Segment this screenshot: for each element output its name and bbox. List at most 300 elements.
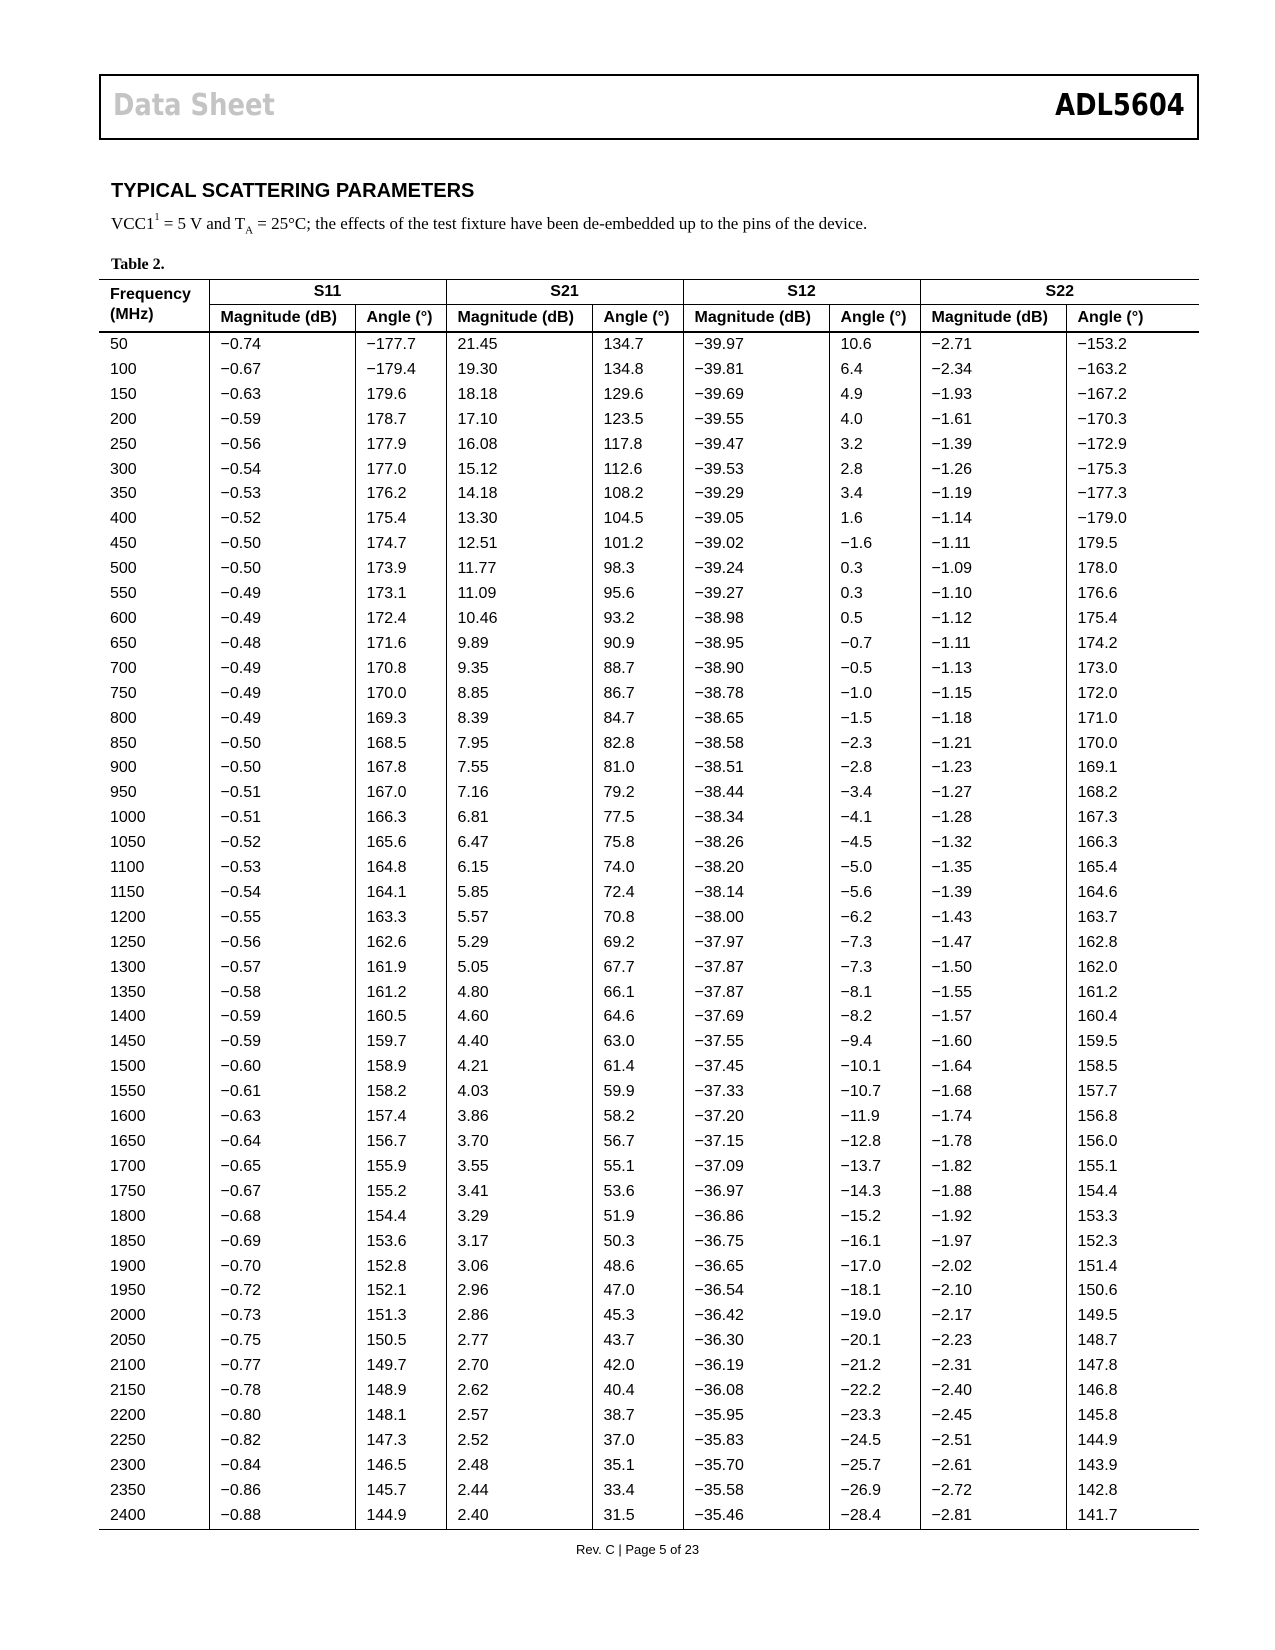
s11-angle-cell: 177.0 (355, 458, 446, 483)
s12-magnitude-cell: −39.27 (683, 582, 829, 607)
s12-angle-cell: 10.6 (829, 332, 920, 358)
s22-magnitude-cell: −2.23 (920, 1329, 1066, 1354)
s12-magnitude-cell: −36.75 (683, 1230, 829, 1255)
s21-magnitude-cell: 2.70 (446, 1354, 592, 1379)
s12-angle-cell: −1.6 (829, 532, 920, 557)
s11-magnitude-cell: −0.57 (209, 956, 355, 981)
s12-angle-cell: −2.8 (829, 756, 920, 781)
s12-angle-cell: −23.3 (829, 1404, 920, 1429)
s22-angle-cell: −179.0 (1066, 507, 1199, 532)
table-row (99, 482, 1199, 507)
s22-magnitude-cell: −2.17 (920, 1304, 1066, 1329)
s21-magnitude-cell: 3.29 (446, 1205, 592, 1230)
frequency-cell: 2150 (110, 1382, 146, 1400)
column-header-magnitude: Magnitude (dB) (209, 305, 355, 333)
s12-magnitude-cell: −37.55 (683, 1030, 829, 1055)
s11-magnitude-cell: −0.59 (209, 408, 355, 433)
s21-angle-cell: 48.6 (592, 1255, 683, 1280)
s22-magnitude-cell: −1.92 (920, 1205, 1066, 1230)
s12-angle-cell: −14.3 (829, 1180, 920, 1205)
s11-magnitude-cell: −0.50 (209, 557, 355, 582)
s22-magnitude-cell: −1.97 (920, 1230, 1066, 1255)
s11-magnitude-cell: −0.63 (209, 383, 355, 408)
section-title: TYPICAL SCATTERING PARAMETERS (111, 180, 475, 202)
s21-angle-cell: 75.8 (592, 831, 683, 856)
frequency-cell: 1650 (110, 1133, 146, 1150)
s22-angle-cell: 143.9 (1066, 1454, 1199, 1479)
s11-angle-cell: 179.6 (355, 383, 446, 408)
table-row (99, 1279, 1199, 1304)
s22-angle-cell: 161.2 (1066, 981, 1199, 1006)
s11-magnitude-cell: −0.64 (209, 1130, 355, 1155)
table-row (99, 1329, 1199, 1354)
frequency-cell: 1500 (110, 1058, 146, 1076)
frequency-cell: 2100 (110, 1357, 146, 1375)
s22-angle-cell: 152.3 (1066, 1230, 1199, 1255)
s11-magnitude-cell: −0.50 (209, 756, 355, 781)
s11-magnitude-cell: −0.80 (209, 1404, 355, 1429)
s11-magnitude-cell: −0.53 (209, 856, 355, 881)
s22-angle-cell: 167.3 (1066, 806, 1199, 831)
frequency-cell: 850 (110, 734, 137, 752)
s22-magnitude-cell: −2.72 (920, 1479, 1066, 1504)
frequency-header-line2: (MHz) (110, 306, 154, 323)
s22-angle-cell: 157.7 (1066, 1080, 1199, 1105)
frequency-cell: 2200 (110, 1406, 146, 1424)
table-row (99, 458, 1199, 483)
s12-magnitude-cell: −36.65 (683, 1255, 829, 1280)
s22-angle-cell: −170.3 (1066, 408, 1199, 433)
s22-angle-cell: 159.5 (1066, 1030, 1199, 1055)
s22-angle-cell: 150.6 (1066, 1279, 1199, 1304)
s22-angle-cell: 163.7 (1066, 906, 1199, 931)
s21-magnitude-cell: 2.57 (446, 1404, 592, 1429)
s12-magnitude-cell: −39.53 (683, 458, 829, 483)
s11-angle-cell: 176.2 (355, 482, 446, 507)
s22-magnitude-cell: −1.64 (920, 1055, 1066, 1080)
s12-magnitude-cell: −38.98 (683, 607, 829, 632)
s22-magnitude-cell: −1.35 (920, 856, 1066, 881)
s21-angle-cell: 101.2 (592, 532, 683, 557)
table-row (99, 657, 1199, 682)
table-row (99, 682, 1199, 707)
s21-angle-cell: 66.1 (592, 981, 683, 1006)
frequency-cell: 1300 (110, 958, 146, 976)
frequency-cell: 300 (110, 460, 137, 478)
s22-angle-cell: 162.8 (1066, 931, 1199, 956)
s11-magnitude-cell: −0.53 (209, 482, 355, 507)
s11-magnitude-cell: −0.77 (209, 1354, 355, 1379)
table-row (99, 881, 1199, 906)
s11-magnitude-cell: −0.68 (209, 1205, 355, 1230)
s22-magnitude-cell: −1.61 (920, 408, 1066, 433)
s22-angle-cell: 148.7 (1066, 1329, 1199, 1354)
s21-angle-cell: 82.8 (592, 732, 683, 757)
s22-magnitude-cell: −1.47 (920, 931, 1066, 956)
table-row (99, 1080, 1199, 1105)
s11-magnitude-cell: −0.51 (209, 806, 355, 831)
s21-angle-cell: 51.9 (592, 1205, 683, 1230)
s21-angle-cell: 77.5 (592, 806, 683, 831)
s21-magnitude-cell: 4.21 (446, 1055, 592, 1080)
s12-angle-cell: 3.4 (829, 482, 920, 507)
s22-magnitude-cell: −1.43 (920, 906, 1066, 931)
s12-magnitude-cell: −39.24 (683, 557, 829, 582)
s11-magnitude-cell: −0.49 (209, 582, 355, 607)
frequency-cell: 2050 (110, 1332, 146, 1350)
s12-angle-cell: −10.7 (829, 1080, 920, 1105)
s22-angle-cell: 149.5 (1066, 1304, 1199, 1329)
s11-angle-cell: 146.5 (355, 1454, 446, 1479)
s12-angle-cell: −10.1 (829, 1055, 920, 1080)
s21-angle-cell: 93.2 (592, 607, 683, 632)
s12-magnitude-cell: −36.97 (683, 1180, 829, 1205)
group-header-s22: S22 (920, 280, 1199, 305)
s11-angle-cell: 145.7 (355, 1479, 446, 1504)
s11-magnitude-cell: −0.86 (209, 1479, 355, 1504)
s21-magnitude-cell: 3.41 (446, 1180, 592, 1205)
s11-magnitude-cell: −0.56 (209, 433, 355, 458)
s11-angle-cell: 165.6 (355, 831, 446, 856)
s21-magnitude-cell: 6.81 (446, 806, 592, 831)
s12-angle-cell: −16.1 (829, 1230, 920, 1255)
table-row (99, 1429, 1199, 1454)
s11-magnitude-cell: −0.84 (209, 1454, 355, 1479)
s22-angle-cell: 173.0 (1066, 657, 1199, 682)
s12-magnitude-cell: −36.86 (683, 1205, 829, 1230)
s11-magnitude-cell: −0.72 (209, 1279, 355, 1304)
s12-angle-cell: −6.2 (829, 906, 920, 931)
s22-magnitude-cell: −1.09 (920, 557, 1066, 582)
s11-magnitude-cell: −0.49 (209, 682, 355, 707)
s12-magnitude-cell: −38.65 (683, 707, 829, 732)
frequency-cell: 350 (110, 485, 137, 503)
s22-magnitude-cell: −1.57 (920, 1005, 1066, 1030)
s11-magnitude-cell: −0.58 (209, 981, 355, 1006)
s12-magnitude-cell: −39.55 (683, 408, 829, 433)
s21-angle-cell: 70.8 (592, 906, 683, 931)
frequency-cell: 2300 (110, 1456, 146, 1474)
frequency-header-line1: Frequency (110, 286, 191, 303)
s21-magnitude-cell: 19.30 (446, 358, 592, 383)
s12-magnitude-cell: −37.69 (683, 1005, 829, 1030)
frequency-cell: 1100 (110, 859, 145, 877)
s12-magnitude-cell: −37.97 (683, 931, 829, 956)
s21-magnitude-cell: 5.05 (446, 956, 592, 981)
s11-magnitude-cell: −0.75 (209, 1329, 355, 1354)
s21-angle-cell: 72.4 (592, 881, 683, 906)
s12-angle-cell: 0.3 (829, 557, 920, 582)
header-part-number: ADL5604 (1055, 88, 1185, 123)
frequency-cell: 1250 (110, 933, 146, 951)
s21-magnitude-cell: 12.51 (446, 532, 592, 557)
s21-angle-cell: 47.0 (592, 1279, 683, 1304)
s11-magnitude-cell: −0.82 (209, 1429, 355, 1454)
column-header-magnitude: Magnitude (dB) (683, 305, 829, 333)
s21-angle-cell: 58.2 (592, 1105, 683, 1130)
s12-angle-cell: 0.3 (829, 582, 920, 607)
s12-magnitude-cell: −37.33 (683, 1080, 829, 1105)
table-row (99, 981, 1199, 1006)
s12-angle-cell: −2.3 (829, 732, 920, 757)
frequency-cell: 550 (110, 585, 137, 603)
s22-angle-cell: 165.4 (1066, 856, 1199, 881)
s11-angle-cell: 156.7 (355, 1130, 446, 1155)
s22-angle-cell: 164.6 (1066, 881, 1199, 906)
frequency-cell: 150 (110, 385, 137, 403)
s21-magnitude-cell: 2.44 (446, 1479, 592, 1504)
s12-magnitude-cell: −39.05 (683, 507, 829, 532)
s12-magnitude-cell: −36.19 (683, 1354, 829, 1379)
s21-angle-cell: 88.7 (592, 657, 683, 682)
s21-magnitude-cell: 2.40 (446, 1504, 592, 1529)
table-row (99, 1379, 1199, 1404)
s11-angle-cell: 159.7 (355, 1030, 446, 1055)
s21-angle-cell: 53.6 (592, 1180, 683, 1205)
s21-angle-cell: 67.7 (592, 956, 683, 981)
s21-angle-cell: 95.6 (592, 582, 683, 607)
s11-magnitude-cell: −0.78 (209, 1379, 355, 1404)
table-row (99, 632, 1199, 657)
table-row (99, 1005, 1199, 1030)
s21-angle-cell: 134.8 (592, 358, 683, 383)
s21-magnitude-cell: 7.16 (446, 781, 592, 806)
s11-angle-cell: 157.4 (355, 1105, 446, 1130)
group-header-s21: S21 (446, 280, 683, 305)
s12-angle-cell: −20.1 (829, 1329, 920, 1354)
s22-magnitude-cell: −1.55 (920, 981, 1066, 1006)
s21-magnitude-cell: 2.96 (446, 1279, 592, 1304)
s11-angle-cell: −179.4 (355, 358, 446, 383)
table-row (99, 1354, 1199, 1379)
s21-angle-cell: 61.4 (592, 1055, 683, 1080)
s22-magnitude-cell: −1.32 (920, 831, 1066, 856)
footnote-marker: 1 (154, 212, 160, 223)
s22-angle-cell: 153.3 (1066, 1205, 1199, 1230)
s21-magnitude-cell: 11.09 (446, 582, 592, 607)
s11-magnitude-cell: −0.74 (209, 332, 355, 358)
s21-magnitude-cell: 3.17 (446, 1230, 592, 1255)
frequency-cell: 100 (110, 360, 137, 378)
s11-angle-cell: 171.6 (355, 632, 446, 657)
s22-magnitude-cell: −2.02 (920, 1255, 1066, 1280)
s22-angle-cell: −163.2 (1066, 358, 1199, 383)
frequency-cell: 50 (110, 336, 128, 353)
s12-magnitude-cell: −38.58 (683, 732, 829, 757)
s21-angle-cell: 50.3 (592, 1230, 683, 1255)
s12-angle-cell: −0.7 (829, 632, 920, 657)
s21-angle-cell: 134.7 (592, 332, 683, 358)
s22-angle-cell: −172.9 (1066, 433, 1199, 458)
table-row (99, 582, 1199, 607)
frequency-cell: 1050 (110, 834, 146, 852)
s11-angle-cell: 168.5 (355, 732, 446, 757)
table-row (99, 408, 1199, 433)
s11-angle-cell: 173.9 (355, 557, 446, 582)
table-row (99, 732, 1199, 757)
s11-angle-cell: 172.4 (355, 607, 446, 632)
s22-magnitude-cell: −1.21 (920, 732, 1066, 757)
table-row (99, 1205, 1199, 1230)
s11-angle-cell: 170.8 (355, 657, 446, 682)
s21-magnitude-cell: 3.70 (446, 1130, 592, 1155)
frequency-cell: 1700 (110, 1157, 146, 1175)
s21-magnitude-cell: 9.89 (446, 632, 592, 657)
s21-angle-cell: 90.9 (592, 632, 683, 657)
s22-angle-cell: 146.8 (1066, 1379, 1199, 1404)
s12-magnitude-cell: −39.69 (683, 383, 829, 408)
s22-angle-cell: 176.6 (1066, 582, 1199, 607)
s22-magnitude-cell: −2.61 (920, 1454, 1066, 1479)
s11-magnitude-cell: −0.61 (209, 1080, 355, 1105)
s11-magnitude-cell: −0.63 (209, 1105, 355, 1130)
s12-magnitude-cell: −35.70 (683, 1454, 829, 1479)
s22-angle-cell: 166.3 (1066, 831, 1199, 856)
s21-magnitude-cell: 2.86 (446, 1304, 592, 1329)
s11-magnitude-cell: −0.52 (209, 507, 355, 532)
s12-angle-cell: −8.1 (829, 981, 920, 1006)
s22-magnitude-cell: −2.45 (920, 1404, 1066, 1429)
s11-magnitude-cell: −0.70 (209, 1255, 355, 1280)
s21-magnitude-cell: 5.57 (446, 906, 592, 931)
s11-magnitude-cell: −0.67 (209, 1180, 355, 1205)
s11-angle-cell: 166.3 (355, 806, 446, 831)
s11-angle-cell: 160.5 (355, 1005, 446, 1030)
s11-angle-cell: 152.8 (355, 1255, 446, 1280)
s22-angle-cell: −175.3 (1066, 458, 1199, 483)
s22-magnitude-cell: −1.93 (920, 383, 1066, 408)
s11-angle-cell: 150.5 (355, 1329, 446, 1354)
s11-magnitude-cell: −0.51 (209, 781, 355, 806)
s22-magnitude-cell: −1.28 (920, 806, 1066, 831)
s21-angle-cell: 69.2 (592, 931, 683, 956)
table-row (99, 532, 1199, 557)
s22-magnitude-cell: −1.19 (920, 482, 1066, 507)
table-row (99, 358, 1199, 383)
frequency-cell: 1550 (110, 1083, 146, 1101)
s22-magnitude-cell: −1.39 (920, 433, 1066, 458)
frequency-cell: 1000 (110, 809, 146, 827)
s21-magnitude-cell: 4.80 (446, 981, 592, 1006)
s22-angle-cell: 172.0 (1066, 682, 1199, 707)
table-row (99, 856, 1199, 881)
s21-angle-cell: 108.2 (592, 482, 683, 507)
s12-magnitude-cell: −39.29 (683, 482, 829, 507)
s12-angle-cell: 2.8 (829, 458, 920, 483)
s12-magnitude-cell: −38.14 (683, 881, 829, 906)
s22-magnitude-cell: −1.82 (920, 1155, 1066, 1180)
s21-magnitude-cell: 2.52 (446, 1429, 592, 1454)
s22-magnitude-cell: −1.14 (920, 507, 1066, 532)
s22-magnitude-cell: −1.88 (920, 1180, 1066, 1205)
table-row (99, 1130, 1199, 1155)
s12-magnitude-cell: −38.78 (683, 682, 829, 707)
table-row (99, 931, 1199, 956)
s22-angle-cell: 151.4 (1066, 1255, 1199, 1280)
header-doc-type: Data Sheet (113, 88, 275, 123)
s22-magnitude-cell: −2.40 (920, 1379, 1066, 1404)
s22-angle-cell: −167.2 (1066, 383, 1199, 408)
table-row (99, 1230, 1199, 1255)
s21-angle-cell: 45.3 (592, 1304, 683, 1329)
s21-angle-cell: 64.6 (592, 1005, 683, 1030)
s21-magnitude-cell: 4.60 (446, 1005, 592, 1030)
s12-magnitude-cell: −37.15 (683, 1130, 829, 1155)
s21-magnitude-cell: 3.06 (446, 1255, 592, 1280)
s22-magnitude-cell: −1.60 (920, 1030, 1066, 1055)
frequency-cell: 800 (110, 709, 137, 727)
s11-angle-cell: 170.0 (355, 682, 446, 707)
table-row (99, 383, 1199, 408)
s12-angle-cell: −7.3 (829, 956, 920, 981)
s12-angle-cell: 6.4 (829, 358, 920, 383)
s22-magnitude-cell: −1.50 (920, 956, 1066, 981)
s12-magnitude-cell: −35.95 (683, 1404, 829, 1429)
frequency-cell: 450 (110, 535, 137, 553)
frequency-cell: 1750 (110, 1182, 146, 1200)
s21-angle-cell: 117.8 (592, 433, 683, 458)
s21-magnitude-cell: 18.18 (446, 383, 592, 408)
s22-angle-cell: 144.9 (1066, 1429, 1199, 1454)
table-row (99, 1504, 1199, 1529)
s11-magnitude-cell: −0.73 (209, 1304, 355, 1329)
s11-angle-cell: 175.4 (355, 507, 446, 532)
s22-angle-cell: 179.5 (1066, 532, 1199, 557)
s12-angle-cell: −1.5 (829, 707, 920, 732)
table-row (99, 332, 1199, 358)
s12-angle-cell: −11.9 (829, 1105, 920, 1130)
s11-magnitude-cell: −0.54 (209, 458, 355, 483)
s11-magnitude-cell: −0.50 (209, 732, 355, 757)
s21-magnitude-cell: 7.55 (446, 756, 592, 781)
s12-angle-cell: −17.0 (829, 1255, 920, 1280)
frequency-cell: 200 (110, 410, 137, 428)
conditions-subscript: A (245, 224, 254, 237)
s21-angle-cell: 38.7 (592, 1404, 683, 1429)
s21-magnitude-cell: 13.30 (446, 507, 592, 532)
group-header-s11: S11 (209, 280, 446, 305)
s21-angle-cell: 40.4 (592, 1379, 683, 1404)
page-header (99, 74, 1199, 140)
s12-angle-cell: 4.0 (829, 408, 920, 433)
s21-angle-cell: 79.2 (592, 781, 683, 806)
s12-magnitude-cell: −35.46 (683, 1504, 829, 1529)
frequency-cell: 400 (110, 510, 137, 528)
s22-angle-cell: 145.8 (1066, 1404, 1199, 1429)
s11-magnitude-cell: −0.55 (209, 906, 355, 931)
frequency-cell: 2400 (99, 1504, 209, 1529)
s11-angle-cell: 161.9 (355, 956, 446, 981)
frequency-cell: 1900 (110, 1257, 146, 1275)
frequency-cell: 1350 (110, 983, 146, 1001)
frequency-cell: 1150 (110, 883, 145, 901)
s12-angle-cell: −4.5 (829, 831, 920, 856)
s11-angle-cell: 147.3 (355, 1429, 446, 1454)
s21-angle-cell: 33.4 (592, 1479, 683, 1504)
s21-magnitude-cell: 11.77 (446, 557, 592, 582)
table-row (99, 707, 1199, 732)
s22-magnitude-cell: −2.51 (920, 1429, 1066, 1454)
s22-angle-cell: 175.4 (1066, 607, 1199, 632)
s21-angle-cell: 112.6 (592, 458, 683, 483)
s-parameters-table (99, 279, 1199, 1530)
s12-angle-cell: −3.4 (829, 781, 920, 806)
s22-magnitude-cell: −1.26 (920, 458, 1066, 483)
s12-angle-cell: −19.0 (829, 1304, 920, 1329)
s22-angle-cell: 155.1 (1066, 1155, 1199, 1180)
frequency-cell: 700 (110, 659, 137, 677)
s12-angle-cell: −28.4 (829, 1504, 920, 1529)
